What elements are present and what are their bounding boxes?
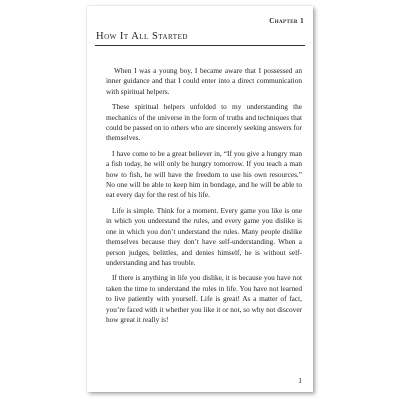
running-head: Chapter 1 bbox=[269, 17, 304, 25]
chapter-title: How It All Started bbox=[96, 31, 188, 42]
body-text bbox=[106, 66, 302, 330]
paragraph: If there is anything in life you dislike, it is because you have not taken the time to understand the rules in life. You have not learned to live patiently with yourself. Life is great! As a matter of fact, you’re faced with it whether you like it or not, so why not discover how great it really is! bbox=[106, 273, 302, 324]
paragraph: I have come to be a great believer in, “If you give a hungry man a fish today, he will only be hungry tomorrow. If you teach a man how to fish, he will have the freedom to use his own resources.” No one will be able to keep him in bondage, and he will be able to eat every day for the rest of his life. bbox=[106, 148, 302, 200]
paragraph: When I was a young boy, I became aware that I possessed an inner guidance and that I could enter into a direct communication with spiritual helpers. bbox=[106, 66, 302, 96]
paragraph: Life is simple. Think for a moment. Every game you like is one in which you understand the rules, and every game you dislike is one in which you don’t understand the rules. Many people dislike themselves because they don’t have self-understanding. When a person judges, belittles, and denies himself, he is without self-understanding and has trouble. bbox=[106, 205, 302, 267]
page-number: 1 bbox=[298, 376, 302, 385]
paragraph: These spiritual helpers unfolded to my understanding the mechanics of the universe in the form of truths and techniques that could be passed on to others who are sincerely seeking answers for themselves. bbox=[106, 102, 302, 143]
title-rule bbox=[95, 45, 305, 46]
book-page bbox=[87, 6, 313, 392]
